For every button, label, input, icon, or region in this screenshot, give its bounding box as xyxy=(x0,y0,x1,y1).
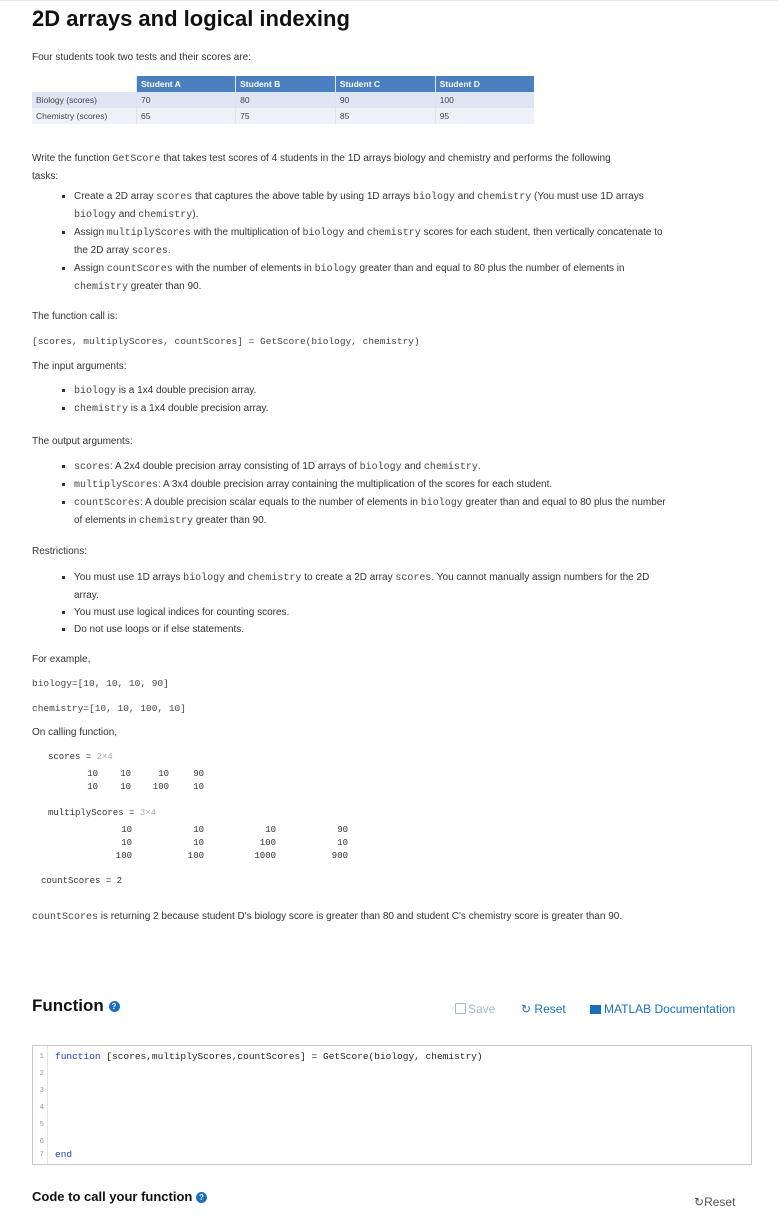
matrix-cell: 10 xyxy=(121,838,132,848)
multiply-output-header: multiplyScores = 3×4 xyxy=(48,808,157,818)
example-label: For example, xyxy=(32,654,91,665)
line-number: 7 xyxy=(39,1151,44,1159)
function-section-title: Function ? xyxy=(32,996,120,1016)
list-item: Create a 2D array scores that captures the above table by using 1D arrays biology and chemistry (You must use 1D arrays biology and chemistry). xyxy=(62,188,732,224)
reset-button[interactable]: ↻ Reset xyxy=(521,1002,566,1016)
intro-text: Four students took two tests and their scores are: xyxy=(32,52,251,63)
table-cell: 85 xyxy=(335,108,435,124)
output-list xyxy=(62,458,742,530)
matrix-cell: 100 xyxy=(259,838,276,848)
list-item: You must use 1D arrays biology and chemistry to create a 2D array scores. You cannot manually assign numbers for the 2D array. xyxy=(62,569,722,604)
matrix-cell: 900 xyxy=(331,851,348,861)
line-number: 2 xyxy=(39,1070,44,1078)
table-cell: 90 xyxy=(335,92,435,108)
table-cell: 95 xyxy=(435,108,534,124)
table-header: Student A xyxy=(137,76,236,92)
matrix-cell: 10 xyxy=(87,782,98,792)
list-item: chemistry is a 1x4 double precision array. xyxy=(62,400,732,418)
list-item: You must use logical indices for counting scores. xyxy=(62,604,722,621)
function-name-code: GetScore xyxy=(112,154,161,165)
example-biology: biology=[10, 10, 10, 90] xyxy=(32,678,169,689)
table-header: Student B xyxy=(236,76,336,92)
matrix-cell: 90 xyxy=(337,825,348,835)
table-cell: 80 xyxy=(236,92,336,108)
save-button[interactable]: Save xyxy=(455,1002,495,1016)
matrix-cell: 10 xyxy=(337,838,348,848)
row-label: Chemistry (scores) xyxy=(32,108,137,124)
table-cell: 65 xyxy=(137,108,236,124)
matrix-cell: 10 xyxy=(193,782,204,792)
calling-label: On calling function, xyxy=(32,727,118,738)
help-icon[interactable]: ? xyxy=(196,1192,207,1203)
input-label: The input arguments: xyxy=(32,361,127,372)
matrix-cell: 100 xyxy=(187,851,204,861)
row-label: Biology (scores) xyxy=(32,92,137,108)
list-item: countScores: A double precision scalar equals to the number of elements in biology greater than and equal to 80 plus the number of elements in chemistry greater than 90. xyxy=(62,494,742,530)
matrix-cell: 90 xyxy=(193,769,204,779)
line-number-gutter xyxy=(33,1046,48,1164)
save-icon xyxy=(455,1003,466,1014)
task-intro: Write the function GetScore that takes test scores of 4 students in the 1D arrays biology and chemistry and performs the following tasks: xyxy=(32,153,611,182)
code-line[interactable]: end xyxy=(55,1149,73,1160)
matrix-cell: 10 xyxy=(121,825,132,835)
call-label: The function call is: xyxy=(32,311,118,322)
list-item: Assign multiplyScores with the multiplication of biology and chemistry scores for each student, then vertically concatenate to the 2D array scores. xyxy=(62,224,732,260)
scores-output-header: scores = 2×4 xyxy=(48,752,113,762)
line-number: 6 xyxy=(39,1138,44,1146)
table-cell: 70 xyxy=(137,92,236,108)
count-output: countScores = 2 xyxy=(41,876,123,886)
matrix-cell: 10 xyxy=(265,825,276,835)
matrix-cell: 10 xyxy=(193,838,204,848)
table-header: Student D xyxy=(435,76,534,92)
explanation-text: countScores is returning 2 because student D's biology score is greater than 80 and student C's chemistry score is greater than 90. xyxy=(32,911,623,923)
matrix-cell: 100 xyxy=(152,782,169,792)
restrictions-list xyxy=(62,569,722,638)
matrix-cell: 10 xyxy=(158,769,169,779)
code-editor[interactable] xyxy=(32,1045,752,1165)
call-code: [scores, multiplyScores, countScores] = GetScore(biology, chemistry) xyxy=(32,336,420,347)
line-number: 4 xyxy=(39,1104,44,1112)
line-number: 3 xyxy=(39,1087,44,1095)
code-to-call-title: Code to call your function ? xyxy=(32,1189,207,1204)
list-item: Assign countScores with the number of elements in biology greater than and equal to 80 plus the number of elements in chemistry greater than 90. xyxy=(62,260,732,296)
matrix-cell: 100 xyxy=(115,851,132,861)
table-cell: 100 xyxy=(435,92,534,108)
reset-icon: ↻ xyxy=(521,1002,532,1016)
restrictions-label: Restrictions: xyxy=(32,546,88,557)
line-number: 1 xyxy=(39,1053,44,1061)
output-label: The output arguments: xyxy=(32,436,133,447)
help-icon[interactable]: ? xyxy=(109,1001,120,1012)
table-cell: 75 xyxy=(236,108,336,124)
task-list xyxy=(62,188,732,296)
top-divider xyxy=(0,0,778,1)
input-list xyxy=(62,382,732,418)
example-chemistry: chemistry=[10, 10, 100, 10] xyxy=(32,703,186,714)
list-item: multiplyScores: A 3x4 double precision array containing the multiplication of the scores for each student. xyxy=(62,476,742,494)
page-title: 2D arrays and logical indexing xyxy=(32,6,350,31)
line-number: 5 xyxy=(39,1121,44,1129)
matrix-cell: 1000 xyxy=(254,851,276,861)
book-icon xyxy=(590,1005,601,1014)
table-header: Student C xyxy=(335,76,435,92)
scores-table xyxy=(32,76,534,124)
list-item: Do not use loops or if else statements. xyxy=(62,621,722,638)
matrix-cell: 10 xyxy=(120,782,131,792)
matrix-cell: 10 xyxy=(120,769,131,779)
matrix-cell: 10 xyxy=(87,769,98,779)
code-line[interactable]: function [scores,multiplyScores,countScores] = GetScore(biology, chemistry) xyxy=(55,1051,483,1062)
list-item: scores: A 2x4 double precision array consisting of 1D arrays of biology and chemistry. xyxy=(62,458,742,476)
reset-call-button[interactable]: ↻Reset xyxy=(694,1195,736,1209)
table-row xyxy=(32,92,534,108)
table-header-row xyxy=(32,76,534,92)
reset-icon: ↻ xyxy=(694,1195,705,1209)
table-row xyxy=(32,108,534,124)
matrix-cell: 10 xyxy=(193,825,204,835)
table-corner xyxy=(32,76,137,92)
matlab-documentation-link[interactable]: MATLAB Documentation xyxy=(590,1002,735,1016)
list-item: biology is a 1x4 double precision array. xyxy=(62,382,732,400)
